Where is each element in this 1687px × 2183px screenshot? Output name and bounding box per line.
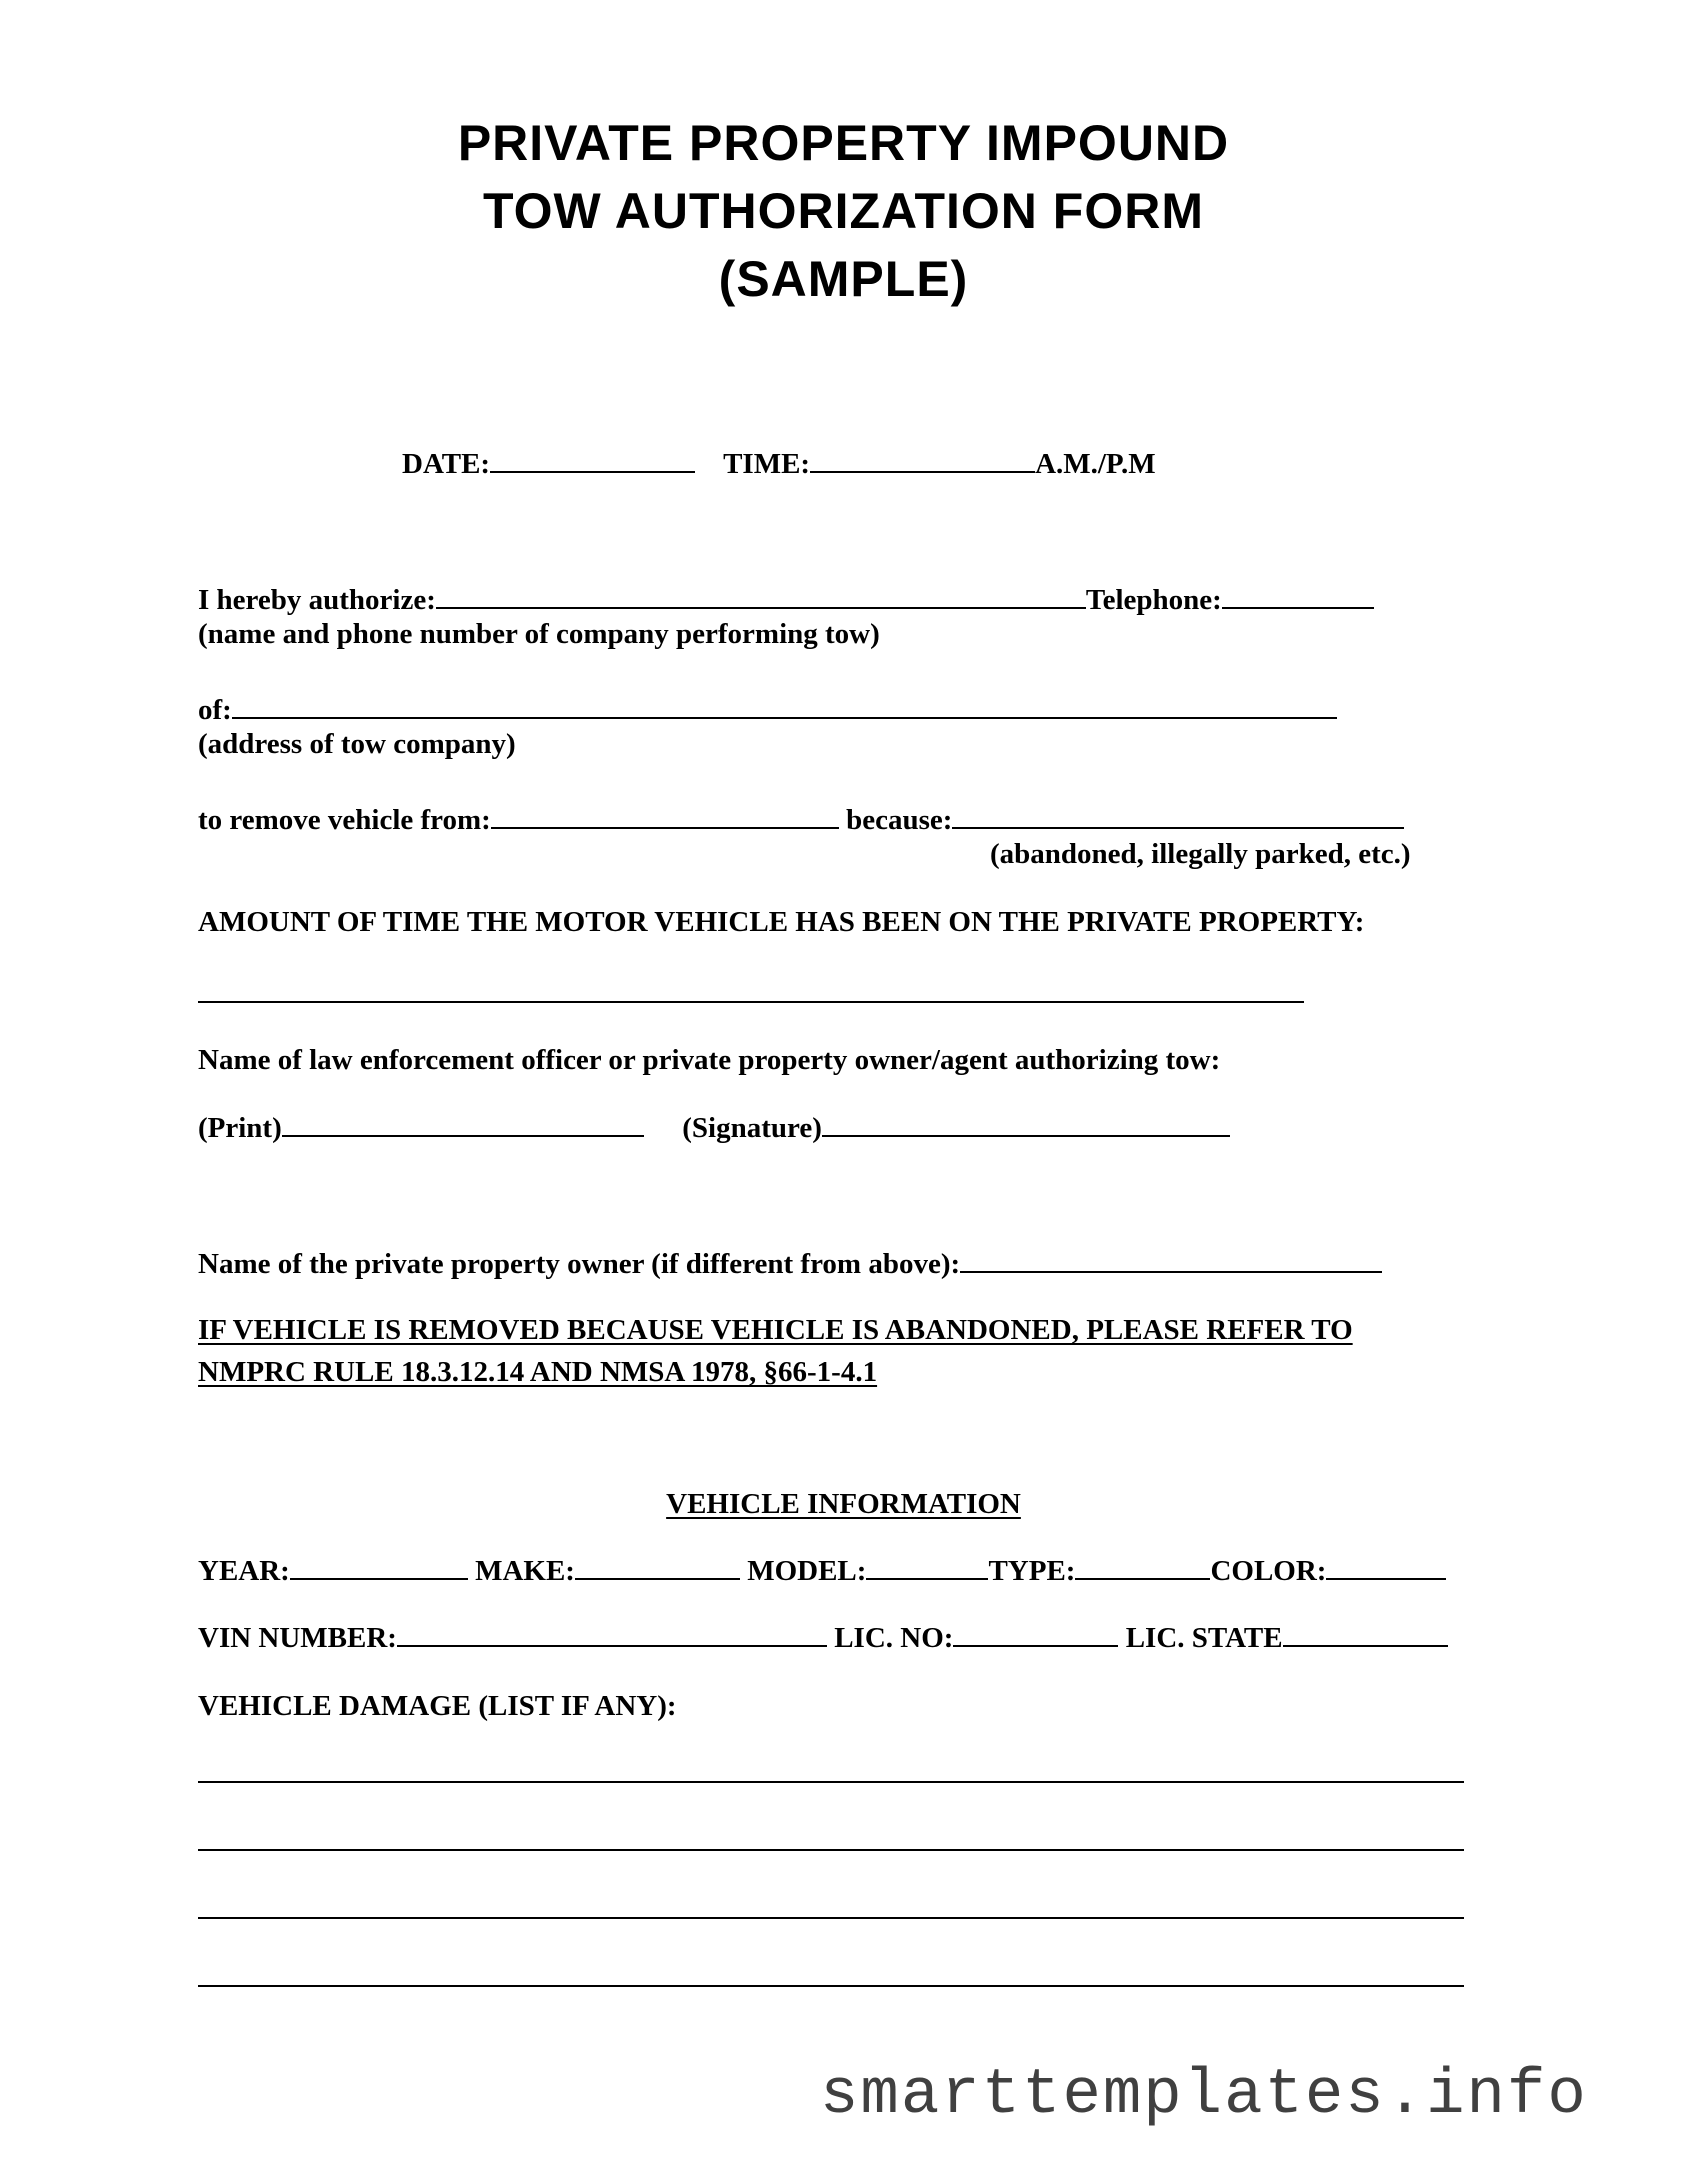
year-label: YEAR:	[198, 1555, 290, 1587]
model-field[interactable]	[866, 1553, 988, 1580]
authorize-hint: (name and phone number of company performing tow)	[198, 618, 880, 650]
type-label: TYPE:	[988, 1555, 1076, 1587]
of-label: of:	[198, 694, 232, 726]
color-field[interactable]	[1326, 1553, 1446, 1580]
date-time-row	[402, 446, 1156, 482]
because-hint: (abandoned, illegally parked, etc.)	[990, 838, 1411, 870]
tow-company-field[interactable]	[436, 582, 1086, 609]
vehicle-damage-label: VEHICLE DAMAGE (LIST IF ANY):	[198, 1690, 677, 1722]
vin-field[interactable]	[397, 1620, 827, 1647]
remove-from-label: to remove vehicle from:	[198, 804, 491, 836]
vin-label: VIN NUMBER:	[198, 1622, 397, 1654]
form-title-line-2: TOW AUTHORIZATION FORM	[483, 183, 1204, 239]
owner-label: Name of the private property owner (if different from above):	[198, 1248, 961, 1280]
vehicle-row-1	[198, 1553, 1446, 1589]
officer-row	[198, 1110, 1230, 1146]
signature-label: (Signature)	[682, 1112, 822, 1144]
date-field[interactable]	[490, 446, 695, 473]
vehicle-row-2	[198, 1620, 1448, 1656]
lic-state-label: LIC. STATE	[1125, 1622, 1283, 1654]
lic-state-field[interactable]	[1283, 1620, 1448, 1647]
time-label: TIME:	[723, 448, 811, 480]
make-label: MAKE:	[475, 1555, 575, 1587]
year-field[interactable]	[290, 1553, 468, 1580]
lic-no-field[interactable]	[953, 1620, 1118, 1647]
print-name-field[interactable]	[282, 1110, 644, 1137]
form-title-line-1: PRIVATE PROPERTY IMPOUND	[457, 115, 1230, 171]
of-hint: (address of tow company)	[198, 728, 516, 760]
because-field[interactable]	[952, 802, 1404, 829]
vehicle-info-heading: VEHICLE INFORMATION	[666, 1488, 1021, 1520]
form-title-line-3: (SAMPLE)	[718, 251, 969, 307]
type-field[interactable]	[1075, 1553, 1210, 1580]
telephone-field[interactable]	[1222, 582, 1374, 609]
authorize-row	[198, 582, 1374, 618]
remove-from-field[interactable]	[491, 802, 839, 829]
damage-line-2[interactable]	[198, 1824, 1464, 1860]
remove-row	[198, 802, 1404, 838]
watermark-text: smarttemplates.info	[820, 2060, 1588, 2132]
of-row	[198, 692, 1337, 728]
abandoned-notice-line-2: NMPRC RULE 18.3.12.14 AND NMSA 1978, §66-1-4.1	[198, 1356, 878, 1388]
make-field[interactable]	[575, 1553, 740, 1580]
model-label: MODEL:	[747, 1555, 867, 1587]
abandoned-notice-line-1: IF VEHICLE IS REMOVED BECAUSE VEHICLE IS ABANDONED, PLEASE REFER TO	[198, 1314, 1353, 1346]
ampm-label: A.M./P.M	[1035, 448, 1156, 480]
officer-label: Name of law enforcement officer or private property owner/agent authorizing tow:	[198, 1044, 1221, 1076]
damage-line-4[interactable]	[198, 1960, 1464, 1996]
time-on-property-field[interactable]	[198, 976, 1304, 1003]
color-label: COLOR:	[1210, 1555, 1327, 1587]
print-label: (Print)	[198, 1112, 282, 1144]
date-label: DATE:	[402, 448, 491, 480]
lic-no-label: LIC. NO:	[834, 1622, 954, 1654]
because-label: because:	[846, 804, 953, 836]
signature-field[interactable]	[822, 1110, 1230, 1137]
tow-company-address-field[interactable]	[232, 692, 1337, 719]
telephone-label: Telephone:	[1085, 584, 1222, 616]
time-on-property-row	[198, 976, 1304, 1012]
owner-field[interactable]	[960, 1246, 1382, 1273]
authorize-label: I hereby authorize:	[198, 584, 436, 616]
time-field[interactable]	[810, 446, 1035, 473]
damage-line-3[interactable]	[198, 1892, 1464, 1928]
owner-row	[198, 1246, 1382, 1282]
damage-line-1[interactable]	[198, 1756, 1464, 1792]
time-on-property-label: AMOUNT OF TIME THE MOTOR VEHICLE HAS BEEN ON THE PRIVATE PROPERTY:	[198, 906, 1365, 938]
